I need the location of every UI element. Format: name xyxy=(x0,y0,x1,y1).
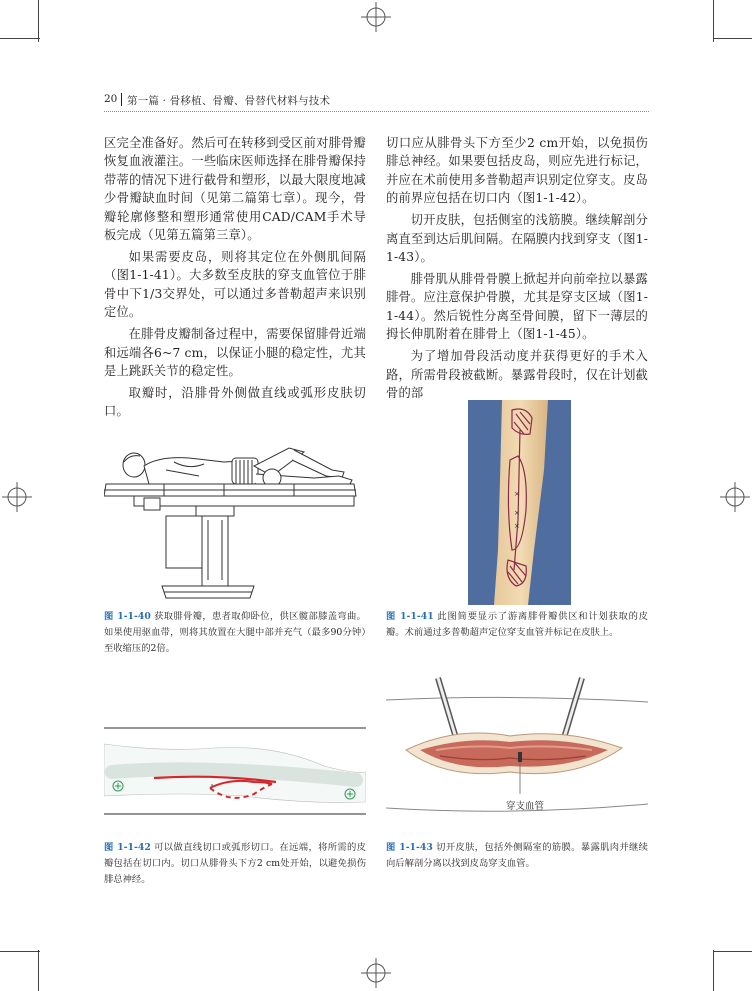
caption-text: 切开皮肤，包括外侧隔室的筋膜。暴露肌肉并继续向后解剖分离以找到皮岛穿支血管。 xyxy=(386,842,648,869)
paragraph: 如果需要皮岛，则将其定位在外侧肌间隔（图1-1-41）。大多数至皮肤的穿支血管位于腓骨中下1/3交界处，可以通过多普勒超声来识别定位。 xyxy=(104,250,366,320)
paragraph: 区完全准备好。然后可在转移到受区前对腓骨瓣恢复血液灌注。一些临床医师选择在腓骨瓣保持带蒂的情况下进行截骨和塑形，以最大限度地减少骨瓣缺血时间（见第二篇第七章）。现今，骨瓣轮廓修整和塑形通常使用CAD/CAM手术导板完成（见第五篇第三章）。 xyxy=(104,136,366,243)
caption-text: 此图简要显示了游离腓骨瓣供区和计划获取的皮瓣。术前通过多普勒超声定位穿支血管并标记在皮肤上。 xyxy=(386,611,648,638)
running-title: 第一篇 · 骨移植、骨瓣、骨替代材料与技术 xyxy=(127,95,331,107)
paragraph: 切口应从腓骨头下方至少2 cm开始，以免损伤腓总神经。如果要包括皮岛，则应先进行标记，并应在术前使用多普勒超声识别定位穿支。皮岛的前界应包括在切口内（图1-1-42）。 xyxy=(386,136,648,206)
paragraph: 为了增加骨段活动度并获得更好的手术入路，所需骨段被截断。暴露骨段时，仅在计划截骨的部 xyxy=(386,349,648,401)
paragraph: 切开皮肤，包括侧室的浅筋膜。继续解剖分离直至到达后肌间隔。在隔膜内找到穿支（图1-1-43）。 xyxy=(386,213,648,265)
svg-text:×: × xyxy=(514,509,520,517)
figure-incision-diagram xyxy=(104,722,366,818)
registration-mark-bottom xyxy=(361,958,391,988)
text-column-right xyxy=(386,134,648,406)
caption-label: 图 1-1-42 xyxy=(104,842,151,853)
caption-fig-1-1-41 xyxy=(386,609,648,641)
caption-fig-1-1-43 xyxy=(386,840,648,872)
figure-leg-photo xyxy=(468,400,571,605)
perforator-label: 穿支血管 xyxy=(506,801,545,812)
registration-mark-top xyxy=(361,2,391,32)
svg-text:×: × xyxy=(514,522,520,530)
caption-label: 图 1-1-43 xyxy=(386,842,433,853)
svg-text:×: × xyxy=(514,490,520,498)
caption-fig-1-1-40 xyxy=(104,609,366,657)
header-rule xyxy=(104,111,649,112)
leg-markings-drawing xyxy=(468,400,571,605)
page-number: 20 xyxy=(104,93,118,105)
caption-fig-1-1-42 xyxy=(104,840,366,888)
caption-text: 获取腓骨瓣，患者取仰卧位，供区髋部膝盖弯曲。如果使用驱血带，则将其放置在大腿中部并充气（最多90分钟）至收缩压的2倍。 xyxy=(104,611,366,654)
registration-mark-left xyxy=(2,482,32,512)
caption-text: 可以做直线切口或弧形切口。在远端，将所需的皮瓣包括在切口内。切口从腓骨头下方2 cm处开始，以避免损伤腓总神经。 xyxy=(104,842,366,885)
paragraph: 腓骨肌从腓骨骨膜上掀起并向前牵拉以暴露腓骨。应注意保护骨膜，尤其是穿支区域（图1-1-44）。然后锐性分离至骨间膜，留下一薄层的拇长伸肌附着在腓骨上（图1-1-45）。 xyxy=(386,272,648,342)
caption-label: 图 1-1-41 xyxy=(386,611,434,622)
registration-mark-right xyxy=(720,482,750,512)
paragraph: 在腓骨皮瓣制备过程中，需要保留腓骨近端和远端各6~7 cm，以保证小腿的稳定性，尤其是上跳跃关节的稳定性。 xyxy=(104,327,366,379)
figure-patient-supine xyxy=(104,440,366,606)
figure-surgical-exposure xyxy=(386,676,648,821)
paragraph: 取瓣时，沿腓骨外侧做直线或弧形皮肤切口。 xyxy=(104,386,366,419)
text-column-left xyxy=(104,134,366,424)
header-divider xyxy=(121,93,122,106)
caption-label: 图 1-1-40 xyxy=(104,611,151,622)
